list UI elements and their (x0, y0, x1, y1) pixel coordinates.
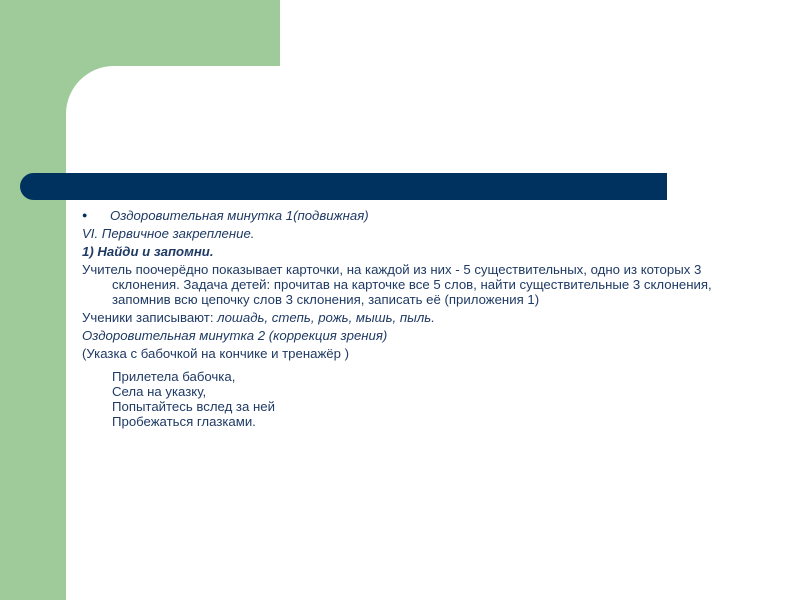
pointer-note: (Указка с бабочкой на кончике и тренажёр ) (82, 346, 349, 361)
section-heading: VI. Первичное закрепление. (82, 226, 255, 241)
students-line (82, 310, 742, 325)
title-bar (20, 173, 667, 200)
students-prefix: Ученики записывают: (82, 310, 218, 325)
decorative-green-strip (0, 0, 66, 600)
bullet-text: Оздоровительная минутка 1(подвижная) (110, 208, 369, 223)
poem-line: Попытайтесь вслед за ней (112, 399, 275, 414)
minute2-heading: Оздоровительная минутка 2 (коррекция зрения) (82, 328, 388, 343)
poem-line: Села на указку, (112, 384, 207, 399)
slide-content (82, 208, 742, 429)
task-paragraph: Учитель поочерёдно показывает карточки, на каждой из них - 5 существительных, одно из которых 3 склонения. Задача детей: прочитав на карточке все 5 слов, найти существительные 3 склонения, запомнив всю цепочку слов 3 склонения, записать её (приложения 1) (82, 262, 712, 307)
students-words: лошадь, степь, рожь, мышь, пыль. (217, 310, 435, 325)
task-heading: 1) Найди и запомни. (82, 244, 214, 259)
bullet-icon: ● (82, 210, 88, 220)
poem-line: Прилетела бабочка, (112, 369, 236, 384)
bullet-item (82, 208, 742, 223)
poem (82, 369, 742, 429)
poem-line: Пробежаться глазками. (112, 414, 256, 429)
